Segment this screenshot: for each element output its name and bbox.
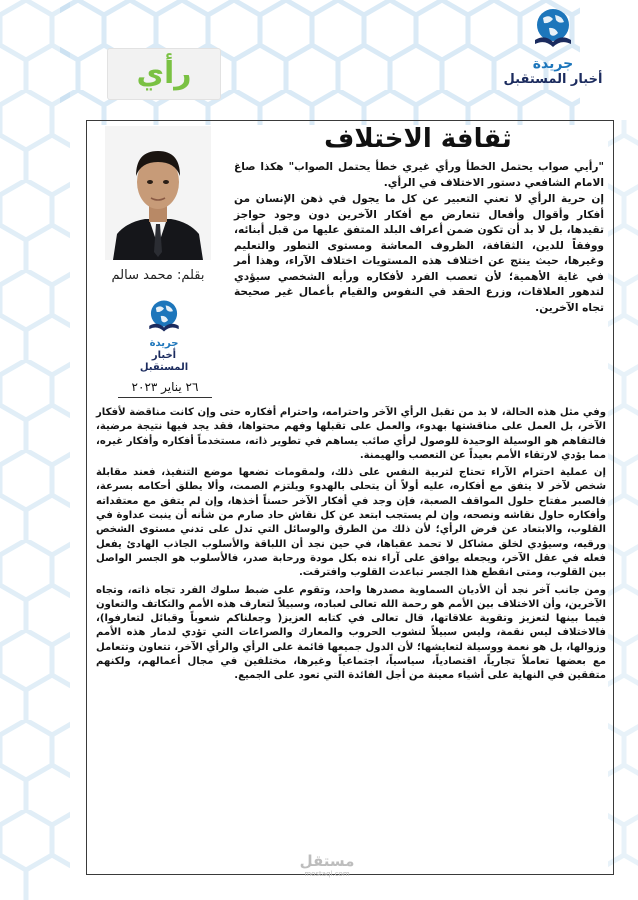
author-byline: بقلم: محمد سالم <box>111 268 205 283</box>
author-photo <box>105 126 211 260</box>
author-portrait <box>105 126 211 260</box>
watermark-name: مستقل <box>299 852 355 870</box>
paragraph: وفي مثل هذه الحالة، لا بد من تقبل الرأي الآخر واحترامه، واحترام أفكاره حتى وإن كانت مناقضة لأفكار الآخر، بل العمل على مناقشتها بهدوء، والعمل على تقبلها وفهم محتواها، فقد يجد فيها نتيجة مرضية، فالتفاهم هو الوسيلة الوحيدة للوصول لرأي صائب يساهم في تطوير ذاته، مستخدماً أفكاره وأفكار غيره، مما يؤدي لارتقاء الأمم بعيداً عن التعصب والهيمنة. <box>96 407 606 461</box>
globe-book-icon <box>146 298 182 334</box>
logo-small-line-1: جريدة <box>149 338 179 349</box>
article-body-text <box>96 406 606 687</box>
newspaper-logo <box>498 6 608 92</box>
article-title: ثقافة الاختلاف <box>324 124 512 154</box>
paragraph: "رأيي صواب يحتمل الخطأ ورأي غيري خطأ يحتمل الصواب" هكذا صاغ الامام الشافعي دستور الاختلاف في الرأي. <box>234 161 604 189</box>
paragraph: إن عملية احترام الآراء تحتاج لتربية النفس على ذلك، ولمقومات تضعها موضع التنفيذ، فعند مقابلة شخص لآخر لا يتفق مع أفكاره، عليه أولاً أن يتحلى بالهدوء ويلتزم الصمت، وألا يطلق أحكامه بسرعة، فالصبر مفتاح حلول المواقف الصعبة، فإن وجد في أفكار الآخر حسناً أخذها، وإن لم يتفق مع معتقداته وأفكاره حاول نقاشه ونصحه، وإن لم يستجب ابتعد عن كل نقاش حاد صارم من شأنه أن ينبت عداوة في القلوب، والابتعاد عن فرض الرأي؛ لأن ذلك من الطرق والوسائل التي تدل على تدني مستوى الشخص ورقيه، وسيؤدي لخلق مشاكل لا تحمد عقباها، في حين نجد أن اللباقة والأسلوب الجاذب الهادئ يفعل فعله في عقل الآخر، ويجعله يوافق على آراء نده بكل مودة ورحابة صدر، فالأسلوب هو الجسر الواصل بين القلوب، ومتى انقطع هذا الجسر تباعدت القلوب وافترقت. <box>96 467 606 579</box>
logo-small-line-2: أخبار المستقبل <box>139 350 189 373</box>
watermark-domain: mostaql.com <box>304 870 350 878</box>
paragraph: إن حرية الرأي لا تعني التعبير عن كل ما يجول في ذهن الإنسان من أفكار وأقوال وأفعال تتعارض مع أفكار الآخرين دون وجود حواجز تقيدها، بل لا بد أن تكون ضمن أعراف البلد المتفق عليها من قبل أبنائه، ووفقاً للدين، الثقافة، الظروف المعاشة ومستوى التطور والتعليم وغيرها، حيث ينتج عن اختلاف هذه المستويات اختلاف الآراء، وهذا أمر في غاية الأهمية؛ لأن تعصب الفرد لأفكاره ورأيه الشخصي سيؤدي لتدهور العلاقات، وزرع الحقد في النفوس والقيام بأعمال غير صحيحة تجاه الآخرين. <box>234 193 604 314</box>
publish-date: ٢٦ يناير ٢٠٢٣ <box>131 380 199 394</box>
article-column-text <box>234 160 604 317</box>
newspaper-logo-small <box>128 298 200 374</box>
logo-line-1: جريدة <box>532 56 574 72</box>
date-underline <box>118 397 212 398</box>
watermark <box>284 852 370 886</box>
opinion-badge: رأي <box>107 48 221 100</box>
logo-line-2: أخبار المستقبل <box>503 72 603 87</box>
globe-book-icon <box>531 6 575 50</box>
paragraph: ومن جانب آخر نجد أن الأديان السماوية مصدرها واحد، وتقوم على ضبط سلوك الفرد تجاه ذاته، وتجاه الآخرين، وأن الاختلاف بين الأمم هو رحمة الله تعالى لعباده، وسبيلاً لتعارف هذه الأمم والتكاتف والتعاون فيما بينها لتعزيز وتقوية علاقاتها، قال تعالى في كتابه العزيز( وجعلناكم شعوباً وقبائل لتعارفوا)، فالاختلاف ليس نقمة، وليس سبيلاً لنشوب الحروب والمعارك والصراعات التي تؤدي لدمار هذه الأمم وزوالها، بل هو نعمة ووسيلة لتعايشها؛ لأن الدول جميعها قائمة على الرأي والرأي الآخر، تتعاون وتتعامل مع بعضها تعاملاً تجارياً، اقتصادياً، سياسياً، اجتماعياً وغيرها، مختلفين في مجال أعمالهم، ولكنهم متفقين في النهاية على أشياء معينة من أجل الفائدة التي تعود على الجميع. <box>96 584 606 682</box>
